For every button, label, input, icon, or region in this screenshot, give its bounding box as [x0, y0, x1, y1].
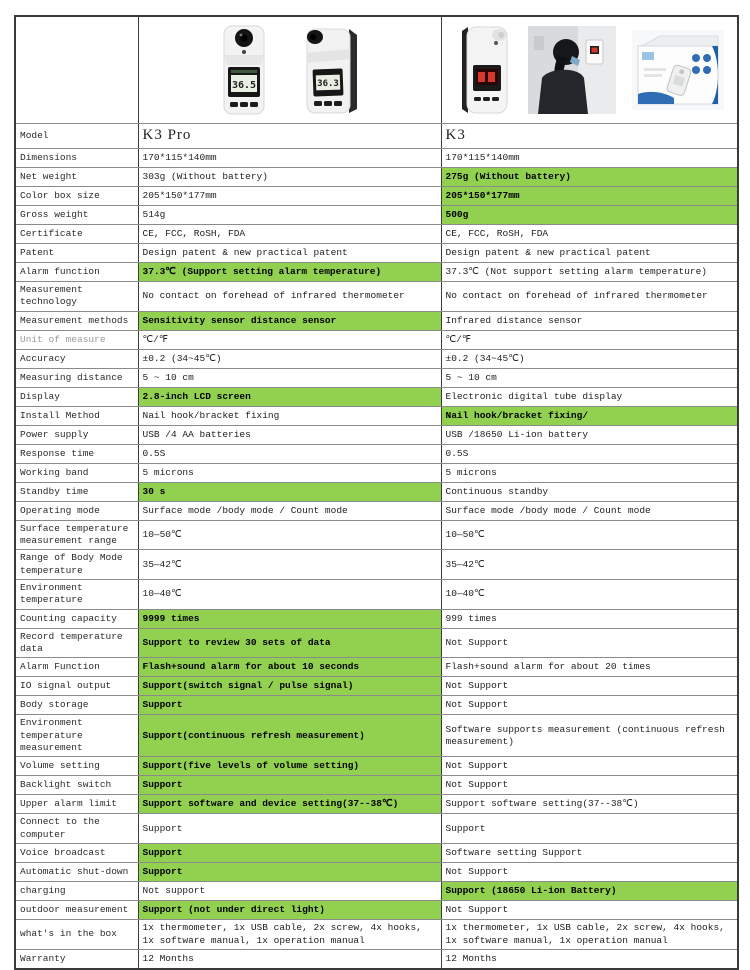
- k3pro-value: 205*150*177mm: [138, 187, 441, 206]
- k3pro-value: Support: [138, 814, 441, 844]
- row-label: Measuring distance: [15, 368, 138, 387]
- k3-value: 10—40℃: [441, 580, 738, 610]
- comparison-table: [14, 15, 739, 970]
- k3-image-cell: [441, 16, 738, 124]
- k3-value: Not Support: [441, 628, 738, 658]
- k3pro-value: Not support: [138, 882, 441, 901]
- k3-value: Support software setting(37--38℃): [441, 795, 738, 814]
- k3-value: 35—42℃: [441, 550, 738, 580]
- row-label: Working band: [15, 463, 138, 482]
- k3-value: Not Support: [441, 863, 738, 882]
- table-row: [15, 387, 738, 406]
- device-button: [230, 102, 238, 107]
- spec-sheet: [14, 15, 737, 970]
- box-dot: [692, 66, 700, 74]
- row-label: Power supply: [15, 425, 138, 444]
- k3-value: 37.3℃ (Not support setting alarm temperature): [441, 263, 738, 282]
- device-button: [492, 97, 499, 101]
- table-row: [15, 795, 738, 814]
- row-label: Net weight: [15, 168, 138, 187]
- k3pro-value: 10—40℃: [138, 580, 441, 610]
- image-row-empty-cell: [15, 16, 138, 124]
- k3pro-value: Support: [138, 844, 441, 863]
- table-row: [15, 187, 738, 206]
- k3-value: Design patent & new practical patent: [441, 244, 738, 263]
- device-button: [474, 97, 481, 101]
- k3-value: Continuous standby: [441, 482, 738, 501]
- table-row: [15, 550, 738, 580]
- k3-value: 500g: [441, 206, 738, 225]
- row-label: what's in the box: [15, 920, 138, 950]
- k3pro-value: Surface mode /body mode / Count mode: [138, 501, 441, 520]
- k3-value: 170*115*140mm: [441, 149, 738, 168]
- model-label: Model: [15, 124, 138, 149]
- k3-value: ℃/℉: [441, 330, 738, 349]
- k3pro-value: ℃/℉: [138, 330, 441, 349]
- k3-value: Not Support: [441, 901, 738, 920]
- k3-value: 0.5S: [441, 444, 738, 463]
- box-dot: [703, 54, 711, 62]
- row-label: Body storage: [15, 696, 138, 715]
- table-row: [15, 901, 738, 920]
- row-label: Measurement methods: [15, 311, 138, 330]
- product-image-row: [15, 16, 738, 124]
- k3pro-value: Nail hook/bracket fixing: [138, 406, 441, 425]
- k3-value: 5 ~ 10 cm: [441, 368, 738, 387]
- k3pro-value: Support software and device setting(37--38℃): [138, 795, 441, 814]
- box-dot: [703, 66, 711, 74]
- k3pro-value: ±0.2 (34~45℃): [138, 349, 441, 368]
- k3pro-value: 5 ~ 10 cm: [138, 368, 441, 387]
- row-label: Voice broadcast: [15, 844, 138, 863]
- k3pro-value: Design patent & new practical patent: [138, 244, 441, 263]
- k3-value: CE, FCC, RoSH, FDA: [441, 225, 738, 244]
- k3pro-value: Sensitivity sensor distance sensor: [138, 311, 441, 330]
- row-label: Volume setting: [15, 757, 138, 776]
- k3-value: Not Support: [441, 696, 738, 715]
- table-row: [15, 330, 738, 349]
- model-row: [15, 124, 738, 149]
- k3pro-value: Support: [138, 696, 441, 715]
- device-button: [250, 102, 258, 107]
- k3-value: Not Support: [441, 757, 738, 776]
- row-label: Upper alarm limit: [15, 795, 138, 814]
- table-row: [15, 609, 738, 628]
- k3-value: Flash+sound alarm for about 20 times: [441, 658, 738, 677]
- svg-text:36.5: 36.5: [231, 80, 256, 91]
- red-digit-segment: [478, 72, 485, 82]
- row-label: Range of Body Mode temperature: [15, 550, 138, 580]
- k3pro-value: 0.5S: [138, 444, 441, 463]
- spec-rows: [15, 16, 738, 969]
- row-label: Patent: [15, 244, 138, 263]
- row-label: Surface temperature measurement range: [15, 520, 138, 550]
- k3-value: Support (18650 Li-ion Battery): [441, 882, 738, 901]
- row-label: Color box size: [15, 187, 138, 206]
- k3-value: 5 microns: [441, 463, 738, 482]
- k3pro-value: 1x thermometer, 1x USB cable, 2x screw, 4x hooks, 1x software manual, 1x operation manual: [138, 920, 441, 950]
- row-label: Operating mode: [15, 501, 138, 520]
- k3pro-front-image: [215, 25, 273, 115]
- row-label: Alarm Function: [15, 658, 138, 677]
- svg-text:36.3: 36.3: [316, 79, 339, 89]
- row-label: Standby time: [15, 482, 138, 501]
- k3-device-image: [452, 25, 514, 115]
- k3-value: 10—50℃: [441, 520, 738, 550]
- table-row: [15, 368, 738, 387]
- k3pro-value: Support(five levels of volume setting): [138, 757, 441, 776]
- table-row: [15, 882, 738, 901]
- row-label: Record temperature data: [15, 628, 138, 658]
- row-label: Install Method: [15, 406, 138, 425]
- device-button: [483, 97, 490, 101]
- table-row: [15, 282, 738, 312]
- k3pro-value: 30 s: [138, 482, 441, 501]
- table-row: [15, 206, 738, 225]
- k3-value: Nail hook/bracket fixing/: [441, 406, 738, 425]
- k3pro-value: 5 microns: [138, 463, 441, 482]
- row-label: Gross weight: [15, 206, 138, 225]
- sensor-icon: [494, 41, 498, 45]
- device-button: [334, 101, 342, 106]
- table-row: [15, 715, 738, 757]
- k3-value: Support: [441, 814, 738, 844]
- row-label: Environment temperature: [15, 580, 138, 610]
- row-label: Backlight switch: [15, 776, 138, 795]
- k3-value: USB /18650 Li-ion battery: [441, 425, 738, 444]
- k3pro-value: Support (not under direct light): [138, 901, 441, 920]
- row-label: Dimensions: [15, 149, 138, 168]
- table-row: [15, 776, 738, 795]
- k3-value: 205*150*177mm: [441, 187, 738, 206]
- row-label: Unit of measure: [15, 330, 138, 349]
- k3pro-value: 10—50℃: [138, 520, 441, 550]
- k3pro-value: 303g (Without battery): [138, 168, 441, 187]
- k3pro-value: Support to review 30 sets of data: [138, 628, 441, 658]
- row-label: Automatic shut-down: [15, 863, 138, 882]
- table-row: [15, 520, 738, 550]
- table-row: [15, 814, 738, 844]
- table-row: [15, 225, 738, 244]
- k3-value: 1x thermometer, 1x USB cable, 2x screw, 4x hooks, 1x software manual, 1x operation manual: [441, 920, 738, 950]
- k3-value: Not Support: [441, 776, 738, 795]
- k3pro-value: 170*115*140mm: [138, 149, 441, 168]
- device-button: [314, 101, 322, 106]
- device-button: [324, 101, 332, 106]
- k3pro-value: 2.8-inch LCD screen: [138, 387, 441, 406]
- k3pro-value: 12 Months: [138, 949, 441, 969]
- table-row: [15, 949, 738, 969]
- row-label: Environment temperature measurement: [15, 715, 138, 757]
- k3-value: 275g (Without battery): [441, 168, 738, 187]
- table-row: [15, 920, 738, 950]
- k3-value: Infrared distance sensor: [441, 311, 738, 330]
- row-label: Measurement technology: [15, 282, 138, 312]
- table-row: [15, 580, 738, 610]
- k3pro-value: 9999 times: [138, 609, 441, 628]
- row-label: Certificate: [15, 225, 138, 244]
- table-row: [15, 349, 738, 368]
- k3pro-value: Support: [138, 776, 441, 795]
- k3-usage-photo: [528, 26, 616, 114]
- table-row: [15, 628, 738, 658]
- k3pro-value: USB /4 AA batteries: [138, 425, 441, 444]
- k3-value: Software setting Support: [441, 844, 738, 863]
- k3pro-value: CE, FCC, RoSH, FDA: [138, 225, 441, 244]
- red-digit-segment: [488, 72, 495, 82]
- table-row: [15, 311, 738, 330]
- table-row: [15, 149, 738, 168]
- k3pro-value: Support(switch signal / pulse signal): [138, 677, 441, 696]
- k3pro-value: 37.3℃ (Support setting alarm temperature): [138, 263, 441, 282]
- table-row: [15, 263, 738, 282]
- table-row: [15, 658, 738, 677]
- box-dot: [692, 54, 700, 62]
- k3-model-name: K3: [441, 124, 738, 149]
- table-row: [15, 844, 738, 863]
- table-row: [15, 425, 738, 444]
- table-row: [15, 168, 738, 187]
- k3pro-side-image: [299, 25, 365, 115]
- table-row: [15, 696, 738, 715]
- table-row: [15, 677, 738, 696]
- k3pro-value: 514g: [138, 206, 441, 225]
- row-label: Display: [15, 387, 138, 406]
- device-button: [240, 102, 248, 107]
- k3-value: Surface mode /body mode / Count mode: [441, 501, 738, 520]
- k3pro-value: Flash+sound alarm for about 10 seconds: [138, 658, 441, 677]
- k3pro-value: Support: [138, 863, 441, 882]
- row-label: Warranty: [15, 949, 138, 969]
- table-row: [15, 444, 738, 463]
- row-label: Response time: [15, 444, 138, 463]
- row-label: Connect to the computer: [15, 814, 138, 844]
- k3-value: Electronic digital tube display: [441, 387, 738, 406]
- table-row: [15, 482, 738, 501]
- k3pro-value: Support(continuous refresh measurement): [138, 715, 441, 757]
- k3-value: 999 times: [441, 609, 738, 628]
- row-label: outdoor measurement: [15, 901, 138, 920]
- k3pro-value: No contact on forehead of infrared thermometer: [138, 282, 441, 312]
- table-row: [15, 244, 738, 263]
- table-row: [15, 501, 738, 520]
- row-label: IO signal output: [15, 677, 138, 696]
- row-label: Accuracy: [15, 349, 138, 368]
- k3-value: ±0.2 (34~45℃): [441, 349, 738, 368]
- k3pro-image-cell: [138, 16, 441, 124]
- table-row: [15, 463, 738, 482]
- k3-value: Software supports measurement (continuous refresh measurement): [441, 715, 738, 757]
- row-label: Counting capacity: [15, 609, 138, 628]
- row-label: charging: [15, 882, 138, 901]
- k3-value: 12 Months: [441, 949, 738, 969]
- k3-value: Not Support: [441, 677, 738, 696]
- k3-value: No contact on forehead of infrared thermometer: [441, 282, 738, 312]
- k3pro-model-name: K3 Pro: [138, 124, 441, 149]
- table-row: [15, 757, 738, 776]
- row-label: Alarm function: [15, 263, 138, 282]
- k3-box-image: [630, 28, 726, 112]
- k3pro-value: 35—42℃: [138, 550, 441, 580]
- table-row: [15, 863, 738, 882]
- table-row: [15, 406, 738, 425]
